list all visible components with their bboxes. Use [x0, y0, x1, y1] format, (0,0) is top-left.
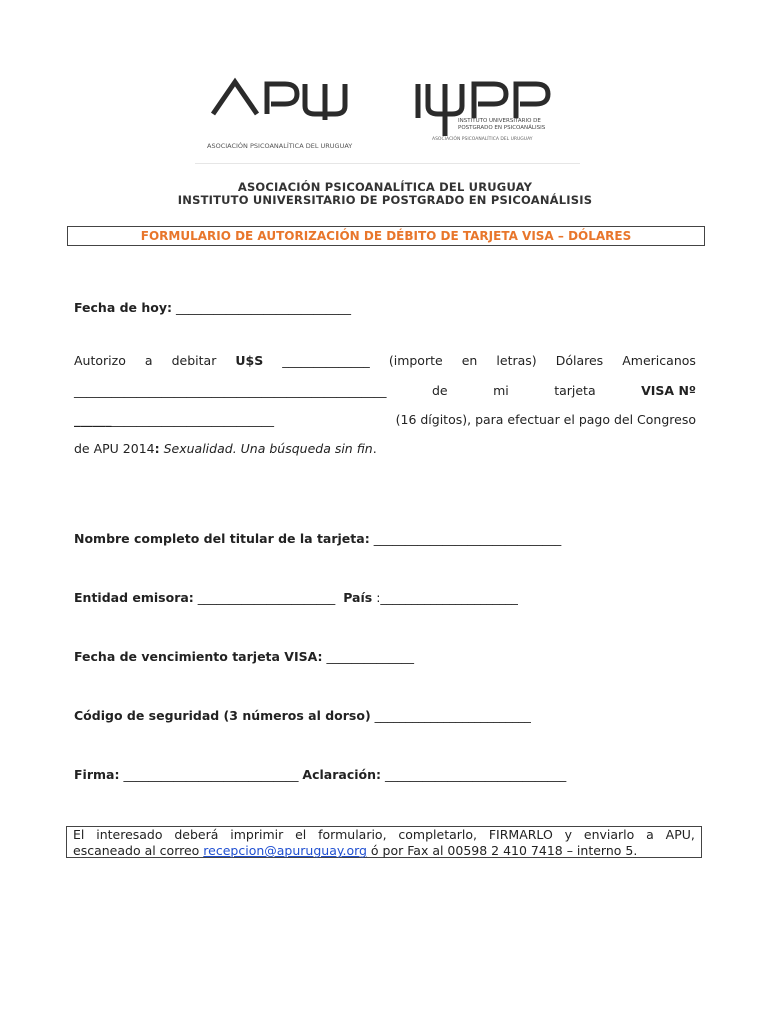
- form-title: FORMULARIO DE AUTORIZACIÓN DE DÉBITO DE TARJETA VISA – DÓLARES: [67, 226, 705, 246]
- congress-title: Sexualidad. Una búsqueda sin fin: [163, 441, 373, 456]
- entidad-row: [74, 590, 518, 605]
- word: mi: [493, 383, 509, 398]
- nombre-row: [74, 531, 561, 546]
- org-name-line2: INSTITUTO UNIVERSITARIO DE POSTGRADO EN PSICOANÁLISIS: [177, 193, 593, 207]
- autorizo-line2: [74, 383, 696, 398]
- pais-blank[interactable]: :______________________: [376, 590, 518, 605]
- nombre-blank[interactable]: ______________________________: [373, 531, 562, 546]
- fecha-row: [74, 300, 351, 315]
- firma-label: Firma:: [74, 767, 120, 782]
- firma-blank[interactable]: ____________________________: [123, 767, 299, 782]
- autorizo-line4: de APU 2014: Sexualidad. Una búsqueda sin fin.: [74, 441, 377, 456]
- word: Dólares: [555, 353, 604, 368]
- word: Americanos: [622, 353, 696, 368]
- email-link[interactable]: recepcion@apuruguay.org: [203, 843, 367, 858]
- fecha-blank[interactable]: ____________________________: [176, 300, 352, 315]
- word: letras): [496, 353, 537, 368]
- nombre-label: Nombre completo del titular de la tarjeta:: [74, 531, 370, 546]
- vencimiento-label: Fecha de vencimiento tarjeta VISA:: [74, 649, 323, 664]
- fecha-label: Fecha de hoy:: [74, 300, 173, 315]
- iupp-caption-2: POSTGRADO EN PSICOANÁLISIS: [458, 125, 546, 131]
- firma-row: [74, 767, 566, 782]
- card-number-text: (16 dígitos), para efectuar el pago del Congreso: [395, 412, 696, 427]
- logo-divider: [195, 163, 580, 164]
- word: a: [144, 353, 153, 368]
- codigo-label: Código de seguridad (3 números al dorso): [74, 708, 371, 723]
- apu-logo-caption: ASOCIACIÓN PSICOANALÍTICA DEL URUGUAY: [207, 142, 353, 150]
- vencimiento-row: [74, 649, 414, 664]
- iupp-caption-1: INSTITUTO UNIVERSITARIO DE: [458, 118, 541, 124]
- note-line2: escaneado al correo recepcion@apuruguay.org ó por Fax al 00598 2 410 7418 – interno 5.: [73, 843, 638, 858]
- vencimiento-blank[interactable]: ______________: [326, 649, 415, 664]
- word: debitar: [171, 353, 217, 368]
- amount-letters-blank[interactable]: __________________________________________________: [74, 383, 387, 398]
- visa-number-label: VISA Nº: [641, 383, 696, 398]
- iupp-logo: [412, 78, 572, 148]
- currency-label: U$S: [235, 353, 264, 368]
- card-number-blank[interactable]: ________________________________: [74, 412, 274, 427]
- amount-blank[interactable]: ______________: [282, 353, 370, 368]
- aclaracion-label: Aclaración:: [302, 767, 382, 782]
- word: en: [461, 353, 478, 368]
- word: Autorizo: [74, 353, 126, 368]
- iupp-caption-3: ASOCIACIÓN PSICOANALÍTICA DEL URUGUAY: [432, 137, 533, 142]
- codigo-blank[interactable]: _________________________: [374, 708, 531, 723]
- word: (importe: [388, 353, 443, 368]
- pais-label: País: [343, 590, 373, 605]
- apu-logo: [205, 70, 365, 155]
- instructions-note: [66, 826, 702, 858]
- entidad-label: Entidad emisora:: [74, 590, 194, 605]
- autorizo-line1: [74, 353, 696, 368]
- entidad-blank[interactable]: ______________________: [197, 590, 336, 605]
- autorizo-line3: [74, 412, 696, 427]
- codigo-row: [74, 708, 531, 723]
- aclaracion-blank[interactable]: _____________________________: [385, 767, 567, 782]
- word: de: [431, 383, 448, 398]
- word: tarjeta: [554, 383, 596, 398]
- note-line1: El interesado deberá imprimir el formulario, completarlo, FIRMARLO y enviarlo a APU,: [73, 827, 695, 842]
- org-name-line1: ASOCIACIÓN PSICOANALÍTICA DEL URUGUAY: [237, 180, 533, 194]
